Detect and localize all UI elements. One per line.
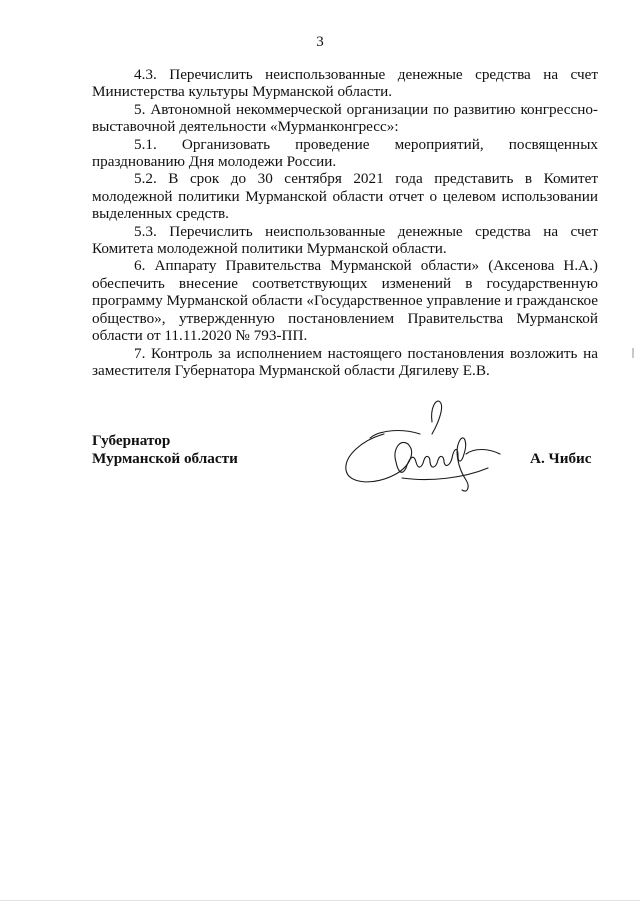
signatory-name: А. Чибис (530, 450, 592, 467)
paragraph-5-2: 5.2. В срок до 30 сентября 2021 года представить в Комитет молодежной политики Мурманской области отчет о целевом использовании выделенных средств. (92, 170, 598, 223)
paragraph-4-3: 4.3. Перечислить неиспользованные денежные средства на счет Министерства культуры Мурманской области. (92, 66, 598, 101)
signatory-position-line2: Мурманской области (92, 450, 238, 467)
handwritten-signature (340, 398, 510, 508)
paragraph-6: 6. Аппарату Правительства Мурманской области» (Аксенова Н.А.) обеспечить внесение соответствующих изменений в государственную программу Мурманской области «Государственное управление и гражданское общество», утвержденную постановлением Правительства Мурманской области от 11.11.2020 № 793-ПП. (92, 257, 598, 345)
paragraph-5: 5. Автономной некоммерческой организации по развитию конгрессно-выставочной деятельности «Мурманконгресс»: (92, 100, 598, 136)
paragraph-5-3: 5.3. Перечислить неиспользованные денежные средства на счет Комитета молодежной политики Мурманской области. (92, 222, 598, 258)
paragraph-7: 7. Контроль за исполнением настоящего постановления возложить на заместителя Губернатора Мурманской области Дягилеву Е.В. (92, 344, 598, 379)
signatory-position-line1: Губернатор (92, 432, 171, 449)
document-body (92, 66, 598, 379)
scan-edge-mark (632, 348, 634, 358)
scan-bottom-line (0, 900, 640, 901)
signatory-position (92, 432, 238, 468)
paragraph-5-1: 5.1. Организовать проведение мероприятий, посвященных празднованию Дня молодежи России. (92, 135, 598, 171)
page-number: 3 (316, 34, 324, 50)
